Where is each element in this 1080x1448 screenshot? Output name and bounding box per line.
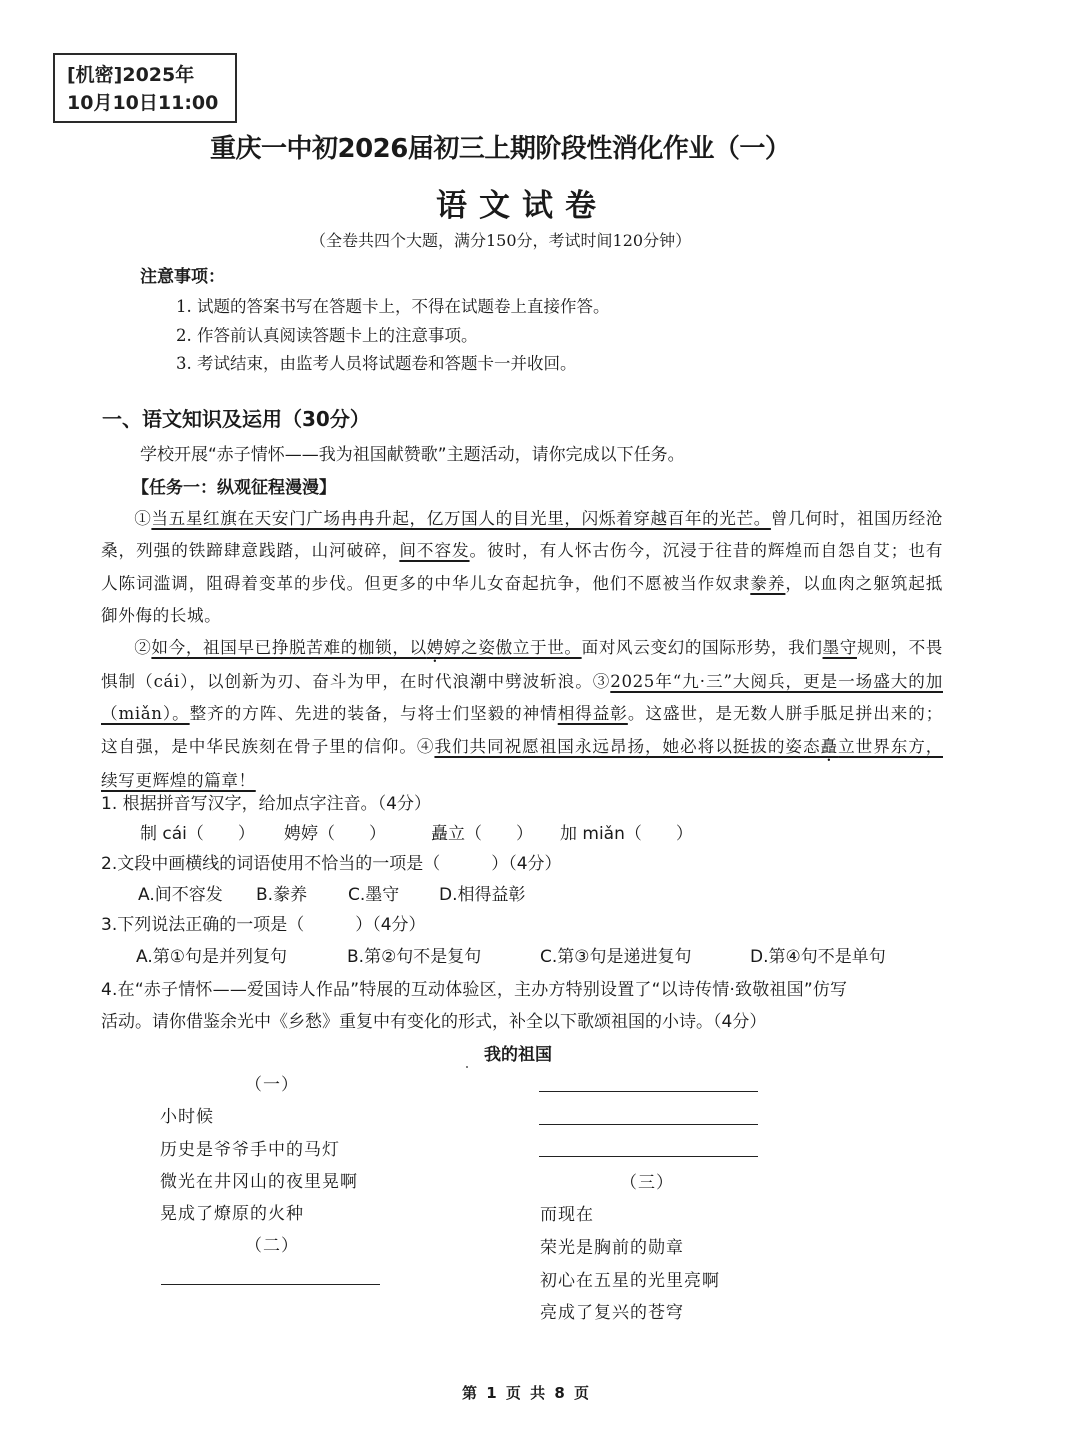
poem-line: 而现在 [540, 1205, 594, 1225]
question-3-option: C.第③句是递进复句 [540, 947, 692, 967]
passage-text: 面对风云变幻的国际形势，我们 [581, 638, 823, 657]
question-2-option: D.相得益彰 [439, 885, 526, 905]
question-2-option: C.墨守 [348, 885, 400, 905]
confidential-line-2: 10月10日11:00 [67, 92, 219, 114]
passage-text: 。彼时，有人怀古伤今，沉浸于往昔的辉煌而自怨自艾；也有人陈词滥调，阻碍着变革的步伐。但更多的中华儿女奋起抗争，他们不愿被当作奴隶 [101, 541, 944, 593]
question-2-stem: 2.文段中画横线的词语使用不恰当的一项是（ ）（4分） [101, 854, 562, 874]
question-1-stem: 1. 根据拼音写汉字，给加点字注音。（4分） [101, 794, 431, 814]
question-1-item: 矗立（ ） [431, 824, 533, 844]
underlined-word-jianburongfa: 间不容发 [399, 541, 470, 561]
note-item: 1. 试题的答案书写在答题卡上，不得在试题卷上直接作答。 [176, 297, 610, 316]
question-2-option: B.豢养 [256, 885, 308, 905]
question-2-option: A.间不容发 [138, 885, 223, 905]
sentence-3-number: ③ [592, 672, 611, 691]
answer-blank-line[interactable] [539, 1091, 758, 1092]
passage-text: 整齐的方阵、先进的装备，与将士们坚毅的神情 [189, 704, 558, 724]
section-heading: 一、语文知识及运用（30分） [102, 407, 370, 431]
sentence-1-underlined: 当五星红旗在天安门广场冉冉升起，亿万国人的目光里，闪烁着穿越百年的光芒。 [151, 509, 771, 528]
poem-line: 微光在井冈山的夜里晃啊 [160, 1172, 358, 1192]
subject-title: 语文试卷 [436, 188, 608, 224]
passage-paragraph-1 [101, 503, 943, 633]
question-4-stem-line-2: 活动。请你借鉴余光中《乡愁》重复中有变化的形式，补全以下歌颂祖国的小诗。（4分） [101, 1012, 767, 1032]
stanza-2-label: （二） [245, 1236, 299, 1256]
section-intro: 学校开展“赤子情怀——我为祖国献赞歌”主题活动，请你完成以下任务。 [140, 445, 685, 465]
underlined-word-moshou: 墨守 [822, 638, 857, 657]
sentence-1-number: ① [134, 509, 152, 528]
note-item: 2. 作答前认真阅读答题卡上的注意事项。 [176, 326, 478, 345]
passage-text: 规则，不畏惧制（cái），以创新为刃、奋斗为甲，在时代浪潮中劈波斩浪。 [101, 638, 943, 691]
sentence-3-underlined: 2025年“九·三”大阅兵，更是一场盛大的加（miǎn）。 [101, 672, 943, 724]
poem-title: 我的祖国 [484, 1045, 552, 1065]
stanza-2-answer-blank[interactable] [161, 1284, 380, 1285]
sentence-2-number: ② [134, 638, 152, 657]
stanza-3-label: （三） [620, 1173, 674, 1193]
poem-line: 荣光是胸前的勋章 [540, 1238, 684, 1258]
question-4-stem-line-1: 4.在“赤子情怀——爱国诗人作品”特展的互动体验区，主办方特别设置了“以诗传情·致敬祖国”仿写 [101, 980, 848, 1000]
question-3-stem: 3.下列说法正确的一项是（ ）（4分） [101, 915, 426, 935]
poem-line: 小时候 [160, 1107, 214, 1127]
passage-text: 婷之姿傲立于世。 [443, 638, 582, 657]
poem-line: 初心在五星的光里亮啊 [540, 1271, 720, 1291]
answer-blank-line[interactable] [539, 1124, 758, 1125]
underlined-word-huanyang: 豢养 [750, 573, 786, 593]
confidential-line-1: [机密]2025年 [67, 64, 195, 86]
task-heading: 【任务一：纵观征程漫漫】 [132, 478, 336, 498]
underlined-word-xiangdeyizhang: 相得益彰 [557, 704, 628, 724]
passage-text: 我们共同祝愿祖国永远昂扬，她必将以挺拔的姿态 [434, 736, 821, 756]
note-item: 3. 考试结束，由监考人员将试题卷和答题卡一并收回。 [176, 354, 577, 373]
stanza-1-label: （一） [245, 1075, 299, 1095]
exam-info: （全卷共四个大题，满分150分，考试时间120分钟） [310, 231, 692, 250]
dotted-char-chu: 矗 [820, 736, 839, 756]
passage-text: 如今，祖国早已挣脱苦难的枷锁，以 [151, 638, 427, 657]
question-1-item: 娉婷（ ） [284, 824, 386, 844]
confidential-stamp [53, 53, 237, 123]
passage-text: ，以血肉之躯筑起抵御外侮的长城。 [101, 573, 944, 626]
poem-line: 历史是爷爷手中的马灯 [160, 1140, 340, 1160]
question-3-option: B.第②句不是复句 [347, 947, 482, 967]
question-1-item: 加 miǎn（ ） [560, 824, 693, 844]
passage-text: 立世界东方，续写更辉煌的篇章！ [101, 736, 943, 790]
passage-paragraph-2 [101, 632, 943, 797]
poem-line: 亮成了复兴的苍穹 [540, 1303, 684, 1323]
passage-text: 。这盛世，是无数人胼手胝足拼出来的；这自强，是中华民族刻在骨子里的信仰。 [101, 704, 943, 756]
sentence-4-number: ④ [416, 736, 435, 756]
question-1-item: 制 cái（ ） [140, 824, 255, 844]
passage-text: 曾几何时，祖国历经沧桑，列强的铁蹄肆意践踏，山河破碎， [101, 509, 943, 561]
notes-heading: 注意事项： [140, 267, 225, 287]
sentence-2-underlined [151, 638, 581, 657]
poem-line: 晃成了燎原的火种 [160, 1204, 304, 1224]
question-3-option: A.第①句是并列复句 [136, 947, 287, 967]
question-3-option: D.第④句不是单句 [750, 947, 886, 967]
page-indicator: 第 1 页 共 8 页 [462, 1384, 591, 1402]
dotted-char-ping: 娉 [426, 638, 444, 657]
exam-title: 重庆一中初2026届初三上期阶段性消化作业（一） [210, 134, 791, 164]
answer-blank-line[interactable] [539, 1156, 758, 1157]
stray-dot [466, 1066, 468, 1068]
